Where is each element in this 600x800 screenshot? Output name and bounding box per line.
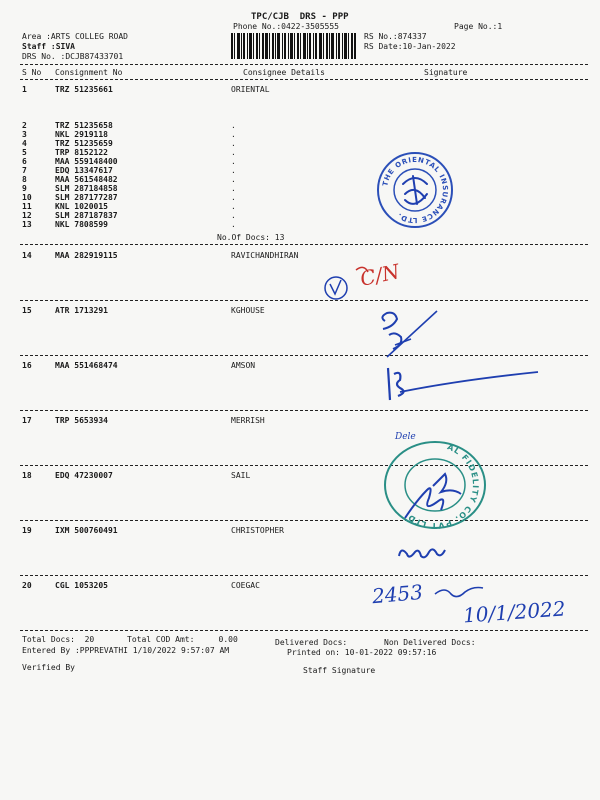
- phone-number: Phone No.:0422-3505555: [233, 22, 339, 31]
- row-15-consignment: ATR 1713291: [55, 306, 108, 315]
- row-15-signature: [375, 305, 445, 360]
- row-19-consignment: IXM 500760491: [55, 526, 118, 535]
- row-1-consignee: ORIENTAL: [231, 85, 270, 94]
- row-divider: [20, 575, 588, 576]
- non-delivered-docs: Non Delivered Docs:: [384, 638, 476, 647]
- col-sno: S No: [22, 68, 42, 77]
- row-3-sno: 3: [22, 130, 27, 139]
- col-signature: Signature: [424, 68, 468, 77]
- row-20-sno: 20: [22, 581, 32, 590]
- row-17-consignment: TRP 5653934: [55, 416, 108, 425]
- row-20-consignee: COEGAC: [231, 581, 260, 590]
- col-consignee: Consignee Details: [243, 68, 325, 77]
- row-7-consignment: EDQ 13347617: [55, 166, 113, 175]
- row-1-consignment: TRZ 51235661: [55, 85, 113, 94]
- row-18-handwritten-note: Dele: [395, 432, 416, 442]
- row-8-consignment: MAA 561548482: [55, 175, 118, 184]
- row-13-consignment: NKL 7808599: [55, 220, 108, 229]
- document-title: TPC/CJB DRS - PPP: [251, 12, 349, 22]
- row-divider: [20, 520, 588, 521]
- svg-text:THE ORIENTAL INSURANCE LTD.: THE ORIENTAL INSURANCE LTD.: [381, 155, 450, 225]
- row-4-sno: 4: [22, 139, 27, 148]
- entered-by: Entered By :PPPREVATHI 1/10/2022 9:57:07 AM: [22, 646, 230, 655]
- total-docs: Total Docs: 20: [22, 635, 95, 644]
- oriental-insurance-stamp: [375, 150, 455, 230]
- total-cod: Total COD Amt: 0.00: [127, 635, 238, 644]
- row-13-sno: 13: [22, 220, 32, 229]
- row-20-consignment: CGL 1053205: [55, 581, 108, 590]
- row-19-consignee: CHRISTOPHER: [231, 526, 284, 535]
- svg-text:AL FIDELITY CO. PVT LTD.: AL FIDELITY CO. PVT LTD.: [402, 442, 481, 530]
- fidelity-company-stamp: [383, 440, 488, 530]
- row-divider: [20, 355, 588, 356]
- row-divider: [20, 300, 588, 301]
- rs-date: RS Date:10-Jan-2022: [364, 42, 456, 51]
- row-9-sno: 9: [22, 184, 27, 193]
- footer-divider: [20, 630, 588, 631]
- row-18-sno: 18: [22, 471, 32, 480]
- row-14-consignee: RAVICHANDHIRAN: [231, 251, 299, 260]
- page-number: Page No.:1: [454, 22, 503, 31]
- column-divider: [20, 79, 588, 80]
- row-19-signature: [395, 540, 450, 565]
- staff-signature: Staff Signature: [303, 666, 376, 675]
- row-14-handwritten-note: C/N: [357, 259, 402, 291]
- row-20-handwritten-number: 2453: [371, 579, 424, 609]
- ditto-marks: . . . . . . . . . . . .: [231, 121, 236, 229]
- row-2-consignment: TRZ 51235658: [55, 121, 113, 130]
- row-7-sno: 7: [22, 166, 27, 175]
- row-11-sno: 11: [22, 202, 32, 211]
- row-16-consignee: AMSON: [231, 361, 256, 370]
- row-16-consignment: MAA 551468474: [55, 361, 118, 370]
- row-divider: [20, 410, 588, 411]
- row-16-signature: [380, 362, 540, 407]
- rs-number: RS No.:874337: [364, 32, 427, 41]
- row-2-sno: 2: [22, 121, 27, 130]
- docs-count-note: No.Of Docs: 13: [217, 233, 285, 242]
- row-18-consignment: EDQ 47230007: [55, 471, 113, 480]
- row-10-sno: 10: [22, 193, 32, 202]
- row-divider: [20, 465, 588, 466]
- row-15-consignee: KGHOUSE: [231, 306, 265, 315]
- row-8-sno: 8: [22, 175, 27, 184]
- verified-by: Verified By: [22, 663, 75, 672]
- drs-number: DRS No. :DCJB87433701: [22, 52, 124, 61]
- row-10-consignment: SLM 287177287: [55, 193, 118, 202]
- header-divider: [20, 64, 588, 65]
- row-18-consignee: SAIL: [231, 471, 251, 480]
- barcode: [231, 33, 356, 59]
- row-16-sno: 16: [22, 361, 32, 370]
- row-11-consignment: KNL 1020015: [55, 202, 108, 211]
- row-20-handwritten-date: 10/1/2022: [462, 596, 567, 628]
- staff-field: Staff :SIVA: [22, 42, 75, 51]
- row-divider: [20, 244, 588, 245]
- row-14-sno: 14: [22, 251, 32, 260]
- row-15-sno: 15: [22, 306, 32, 315]
- row-12-consignment: SLM 287187837: [55, 211, 118, 220]
- row-3-consignment: NKL 2919118: [55, 130, 108, 139]
- row-17-sno: 17: [22, 416, 32, 425]
- row-1-sno: 1: [22, 85, 27, 94]
- row-19-sno: 19: [22, 526, 32, 535]
- row-9-consignment: SLM 287184858: [55, 184, 118, 193]
- delivered-docs: Delivered Docs:: [275, 638, 348, 647]
- row-5-sno: 5: [22, 148, 27, 157]
- area-field: Area :ARTS COLLEG ROAD: [22, 32, 128, 41]
- row-6-sno: 6: [22, 157, 27, 166]
- row-6-consignment: MAA 559148400: [55, 157, 118, 166]
- row-17-consignee: MERRISH: [231, 416, 265, 425]
- col-consignment: Consignment No: [55, 68, 123, 77]
- row-14-consignment: MAA 282919115: [55, 251, 118, 260]
- printed-on: Printed on: 10-01-2022 09:57:16: [287, 648, 437, 657]
- row-12-sno: 12: [22, 211, 32, 220]
- row-4-consignment: TRZ 51235659: [55, 139, 113, 148]
- row-5-consignment: TRP 8152122: [55, 148, 108, 157]
